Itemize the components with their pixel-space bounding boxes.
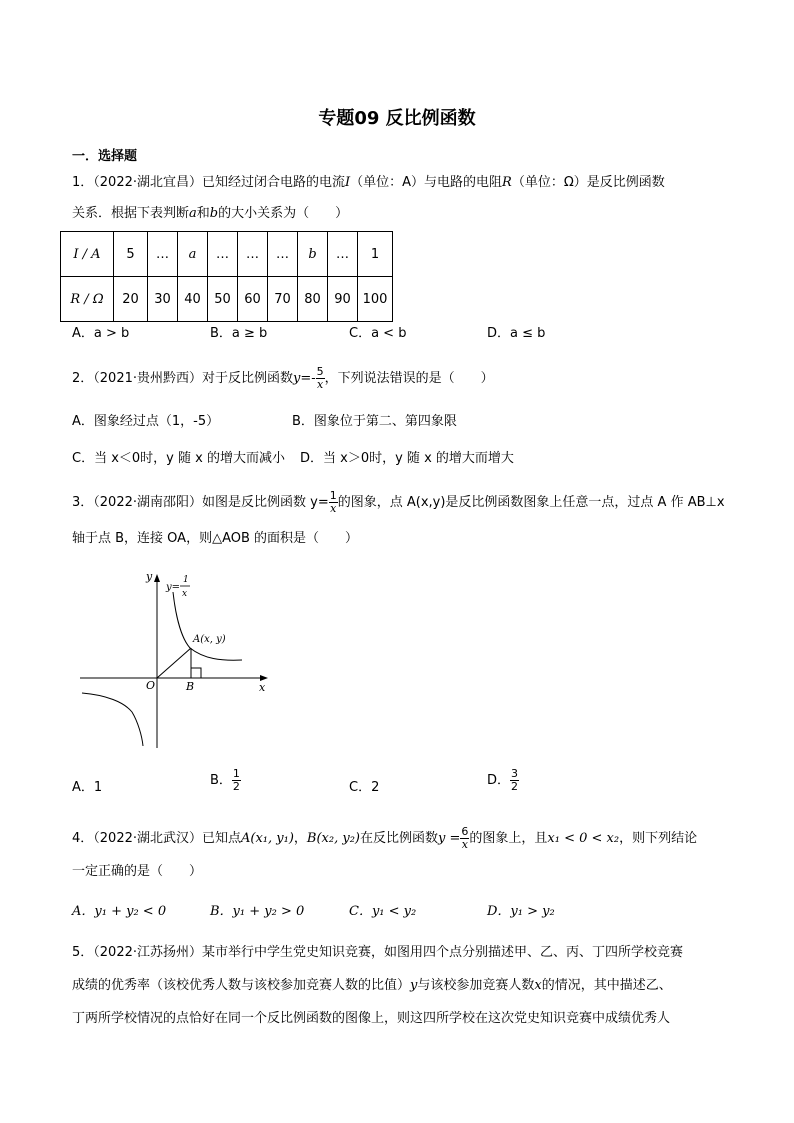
q3-option-d[interactable]: D． $\frac{3}{2}$: [487, 767, 519, 793]
table-cell: …: [268, 232, 298, 277]
q3-option-c[interactable]: C．2: [349, 780, 380, 795]
q5-line3: 丁两所学校情况的点恰好在同一个反比例函数的图像上，则这四所学校在这次党史知识竞赛中成绩优秀人: [72, 1011, 671, 1026]
q1-option-d[interactable]: D．a ≤ b: [487, 326, 546, 341]
q4-stem: 4．（2022·湖北武汉）已知点A(x₁, y₁)，B(x₂, y₂)在反比例函数y = $\frac{6}{x}$ 的图象上，且x₁ < 0 < x₂，则下列结论: [72, 825, 698, 851]
hyperbola-branch-quadrant-1: [173, 592, 242, 660]
q1-option-a[interactable]: A．a > b: [72, 326, 130, 341]
q4-option-b[interactable]: B．y₁ + y₂ > 0: [210, 904, 305, 919]
right-angle-mark: [191, 668, 201, 678]
q3-option-b[interactable]: B． $\frac{1}{2}$: [210, 767, 240, 793]
q2-option-a[interactable]: A．图象经过点（1，-5）: [72, 414, 220, 429]
table-cell: 1: [358, 232, 393, 277]
x-axis-label: x: [259, 681, 266, 694]
q1-line1: 1．（2022·湖北宜昌）已知经过闭合电路的电流I（单位：A）与电路的电阻R（单位：Ω）是反比例函数: [72, 175, 665, 190]
q1-value-table: [60, 231, 393, 322]
y-axis-label: y: [146, 570, 153, 583]
q3-stem: 3．（2022·湖南邵阳）如图是反比例函数 y= $\frac{1}{x}$ 的图象，点 A(x,y)是反比例函数图象上任意一点，过点 A 作 AB⊥x: [72, 489, 725, 515]
q4-fraction: $\frac{6}{x}$: [461, 825, 469, 851]
table-cell: …: [148, 232, 178, 277]
function-label-denominator: x: [182, 589, 188, 599]
table-cell: 40: [178, 277, 208, 322]
q3-line2: 轴于点 B，连接 OA，则△AOB 的面积是（ ）: [72, 531, 359, 546]
table-row: [61, 232, 393, 277]
q2-option-b[interactable]: B．图象位于第二、第四象限: [292, 414, 457, 429]
q3-hyperbola-graph: [76, 564, 276, 754]
q3-option-d-fraction: $\frac{3}{2}$: [511, 767, 519, 793]
table-cell: a: [178, 232, 208, 277]
table-cell: 70: [268, 277, 298, 322]
function-label-numerator: 1: [183, 575, 189, 585]
table-cell: …: [208, 232, 238, 277]
table-cell: 20: [114, 277, 148, 322]
section-heading: 一．选择题: [72, 149, 138, 164]
q4-option-d[interactable]: D．y₁ > y₂: [487, 904, 555, 919]
q3-option-b-fraction: $\frac{1}{2}$: [232, 767, 240, 793]
table-cell: 30: [148, 277, 178, 322]
point-B-label: B: [186, 680, 195, 693]
q2-fraction: $\frac{5}{x}$: [316, 365, 324, 391]
table-cell: 5: [114, 232, 148, 277]
table-cell: b: [298, 232, 328, 277]
table-cell: I / A: [61, 232, 114, 277]
table-cell: 60: [238, 277, 268, 322]
table-cell: …: [238, 232, 268, 277]
table-cell: …: [328, 232, 358, 277]
segment-OA: [157, 648, 191, 678]
table-cell: 80: [298, 277, 328, 322]
table-cell: 90: [328, 277, 358, 322]
q2-stem: 2．（2021·贵州黔西）对于反比例函数y=- $\frac{5}{x}$ ，下列说法错误的是（ ）: [72, 365, 494, 391]
q5-line2: 成绩的优秀率（该校优秀人数与该校参加竞赛人数的比值）y与该校参加竞赛人数x的情况，其中描述乙、: [72, 978, 672, 993]
table-cell: 100: [358, 277, 393, 322]
q1-line2: 关系．根据下表判断a和b的大小关系为（ ）: [72, 206, 349, 221]
table-row: [61, 277, 393, 322]
origin-label: O: [146, 679, 156, 692]
hyperbola-branch-quadrant-3: [82, 693, 143, 746]
table-cell: 50: [208, 277, 238, 322]
q1-option-b[interactable]: B．a ≥ b: [210, 326, 268, 341]
function-label: y=: [166, 582, 181, 593]
q2-option-c[interactable]: C．当 x＜0时，y 随 x 的增大而减小: [72, 451, 285, 466]
q5-line1: 5．（2022·江苏扬州）某市举行中学生党史知识竞赛，如图用四个点分别描述甲、乙、丙、丁四所学校竞赛: [72, 945, 683, 960]
q4-option-c[interactable]: C．y₁ < y₂: [349, 904, 417, 919]
q1-option-c[interactable]: C．a < b: [349, 326, 407, 341]
table-cell: R / Ω: [61, 277, 114, 322]
page-title: 专题09 反比例函数: [318, 108, 476, 129]
point-A-label: A(x, y): [193, 634, 226, 645]
q3-fraction: $\frac{1}{x}$: [329, 489, 337, 515]
y-axis-arrow: [154, 574, 160, 582]
q4-option-a[interactable]: A．y₁ + y₂ < 0: [72, 904, 167, 919]
q3-option-a[interactable]: A．1: [72, 780, 103, 795]
q4-line2: 一定正确的是（ ）: [72, 864, 203, 879]
q2-option-d[interactable]: D．当 x＞0时，y 随 x 的增大而增大: [300, 451, 514, 466]
